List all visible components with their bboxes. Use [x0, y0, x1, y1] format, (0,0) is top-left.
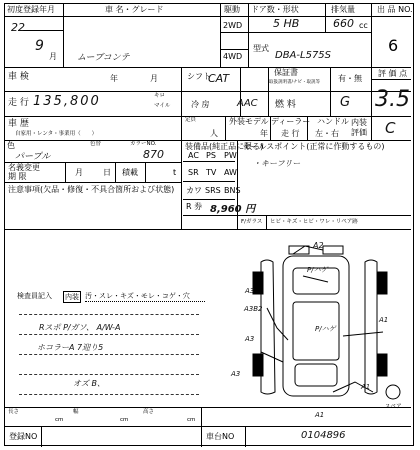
rule — [5, 407, 411, 408]
name-change-sub: 期 限 — [8, 172, 27, 181]
name-change-day: 日 — [103, 168, 111, 177]
equip-kawa: カワ — [186, 186, 202, 195]
diagram-label-a2: A2 — [313, 241, 324, 250]
rule — [183, 215, 411, 216]
ext-model-unit: 年 — [260, 129, 268, 138]
mileage-value: 135,800 — [33, 94, 101, 109]
rule — [65, 162, 66, 182]
car-name-value: ムーブコンテ — [77, 53, 130, 63]
sellpoint-label: セールスポイント(正常に作動するもの) — [243, 142, 385, 151]
rule — [183, 181, 235, 182]
door-label: ドア数・形状 — [251, 5, 299, 14]
r-ticket-label: R 券 — [186, 202, 203, 211]
rule — [145, 162, 146, 182]
note-line — [19, 334, 199, 335]
height-unit: cm — [187, 417, 196, 423]
equip-pw: PW — [224, 151, 237, 160]
equip-ac: AC — [188, 151, 199, 160]
inspection-month-unit: 月 — [150, 74, 158, 83]
color-code-value: 870 — [143, 148, 164, 161]
chassis-value: 0104896 — [301, 430, 346, 441]
inspector-options: 汚・スレ・キズ・モレ・コゲ・穴 — [85, 292, 190, 300]
fuel-value: G — [340, 95, 351, 110]
diagram-label-a3-mid: A3 — [245, 335, 255, 343]
shift-value: CAT — [208, 72, 230, 85]
rule — [183, 161, 235, 162]
history-sub: 自家用・レンタ・事業用（ ） — [15, 131, 98, 137]
ac-value: AAC — [237, 98, 258, 109]
load-unit: t — [173, 168, 177, 177]
displacement-label: 排気量 — [331, 5, 355, 14]
width-unit: cm — [120, 417, 129, 423]
diagram-label-a3b2: A3B2 — [244, 305, 263, 313]
rule — [268, 92, 269, 116]
spare-label: スペア — [385, 404, 402, 410]
drive-2wd: 2WD — [223, 21, 243, 30]
capacity-label: 定員 — [185, 117, 197, 123]
reg-date-label: 初度登録年月 — [7, 5, 55, 14]
capacity-unit: 人 — [210, 129, 218, 138]
equip-bns: BNS — [224, 186, 241, 195]
inspector-label: 検査員記入 — [17, 292, 52, 300]
inspector-interior: 内装 — [65, 293, 79, 301]
rule — [5, 140, 411, 141]
rule — [5, 426, 411, 427]
mile-unit: マイル — [154, 103, 171, 109]
color-change-label: 色替 — [90, 141, 102, 147]
diagram-label-phage-top: P/ハゲ — [307, 266, 328, 274]
rule — [325, 4, 326, 32]
height-label: 高さ — [143, 409, 155, 415]
r-ticket-value: 8,960 円 — [210, 204, 256, 215]
dotted-line — [85, 301, 205, 302]
diagram-label-a1-right: A1 — [379, 316, 389, 324]
color-value: パープル — [15, 152, 51, 162]
inspector-note-1: Rスポ P/ガソ、 A/W-A — [39, 323, 121, 332]
rule — [245, 426, 246, 447]
lot-label: 出 品 NO. — [377, 5, 413, 14]
rule — [115, 162, 116, 182]
inspector-note-3: オズ B、 — [73, 379, 105, 388]
diagram-label-phage-mid: P/ハゲ — [315, 325, 336, 333]
handle-value: 左・右 — [315, 129, 339, 138]
equip-tv: TV — [206, 168, 217, 177]
score-value: 3.5 — [375, 87, 410, 112]
warranty-label: 保証書 — [274, 68, 298, 77]
rule — [5, 116, 411, 117]
rule — [5, 67, 411, 68]
rule — [5, 182, 181, 183]
score-label: 評 価 点 — [378, 69, 408, 78]
note-line — [19, 394, 199, 395]
width-label: 幅 — [73, 409, 79, 415]
load-label: 積載 — [122, 168, 138, 177]
equipment-label: 装備品(純正品に限る) — [185, 142, 264, 151]
month-unit: 月 — [49, 52, 57, 61]
note-line — [19, 314, 199, 315]
history-label: 車 歴 — [8, 119, 29, 129]
name-change-month: 月 — [75, 168, 83, 177]
model-value: DBA-L575S — [275, 50, 332, 61]
inspection-year-unit: 年 — [110, 74, 118, 83]
equip-ps: PS — [206, 151, 216, 160]
rule — [63, 4, 64, 67]
rule — [220, 32, 371, 33]
ac-label: 冷 房 — [191, 100, 210, 109]
length-unit: cm — [55, 417, 64, 423]
rule — [237, 140, 238, 229]
glass-options: ヒビ・キズ・ヒビ・ワレ・リペア跡 — [270, 219, 358, 225]
drive-4wd: 4WD — [223, 52, 243, 61]
equip-srs: SRS — [205, 186, 221, 195]
auction-sheet — [4, 3, 414, 446]
diagram-label-a1-bottom: A1 — [315, 411, 325, 419]
rule — [330, 67, 331, 116]
note-line — [19, 374, 199, 375]
dealer-sub: 走 行 — [281, 129, 300, 138]
rule — [5, 229, 411, 230]
model-label: 型式 — [253, 44, 269, 53]
handle-label: ハンドル — [317, 117, 349, 126]
equip-aw: AW — [224, 168, 237, 177]
interior-sub: 評価 — [351, 128, 367, 137]
rule — [248, 4, 249, 67]
rule — [201, 407, 202, 447]
warranty-sub: 取扱説明書/ナビ・取説等 — [269, 80, 321, 85]
reg-year: 22 — [11, 21, 25, 34]
rule — [181, 67, 182, 229]
interior-label: 内装 — [351, 118, 367, 127]
color-label: 色 — [7, 141, 15, 150]
warranty-value: 有・無 — [338, 74, 362, 83]
rule — [220, 49, 248, 50]
drive-label: 駆動 — [224, 5, 240, 14]
name-change-label: 名義変更 — [8, 163, 40, 172]
door-value: 5 HB — [273, 17, 300, 30]
fuel-label: 燃 料 — [275, 100, 296, 110]
inspection-label: 車 検 — [8, 72, 29, 82]
km-unit: キロ — [154, 93, 166, 99]
length-label: 長さ — [8, 409, 20, 415]
rule — [225, 116, 226, 140]
car-name-label: 車 名・グレード — [105, 5, 164, 14]
rule — [5, 91, 411, 92]
note-line — [19, 354, 199, 355]
reg-no-label: 登録NO — [9, 432, 38, 441]
ext-model-label: 外装モデル — [229, 117, 269, 126]
diagram-label-a3-low: A3 — [231, 370, 241, 378]
diagram-label-a3-left: A3 — [245, 287, 255, 295]
notes-label: 注意事項(欠品・修復・不具合箇所および状態) — [8, 185, 175, 194]
equip-sr: SR — [188, 168, 199, 177]
diagram-label-a1-low: A1 — [361, 383, 371, 391]
displacement-value: 660 — [333, 17, 354, 30]
interior-value: C — [385, 119, 396, 137]
reg-month: 9 — [35, 38, 44, 54]
shift-label: シフト — [187, 72, 211, 81]
glass-label: F/ガラス — [241, 219, 263, 225]
chassis-label: 車台NO — [206, 432, 235, 441]
sellpoint-value: ・キーフリー — [253, 159, 301, 168]
inspector-note-2: ホコラーA 7迎り5 — [37, 343, 104, 352]
color-code-label: カラーNO. — [130, 141, 157, 147]
rule — [266, 215, 267, 229]
rule — [220, 4, 221, 67]
rule — [371, 79, 411, 80]
dealer-label: ディーラー — [271, 117, 311, 126]
rule — [41, 426, 42, 447]
lot-value: 6 — [388, 36, 399, 55]
rule — [371, 4, 372, 140]
displacement-unit: cc — [359, 21, 368, 30]
mileage-label: 走 行 — [8, 98, 29, 108]
